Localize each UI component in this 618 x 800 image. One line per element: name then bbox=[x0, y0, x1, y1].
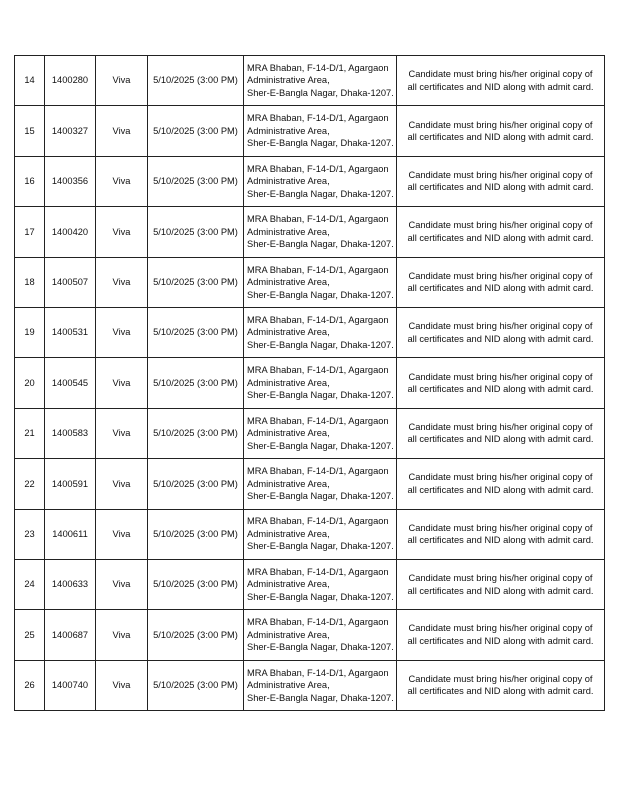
date-time-cell: 5/10/2025 (3:00 PM) bbox=[148, 156, 244, 206]
remarks-cell: Candidate must bring his/her original copy of all certificates and NID along with admit card. bbox=[397, 559, 605, 609]
venue-cell bbox=[244, 307, 397, 357]
date-time-cell: 5/10/2025 (3:00 PM) bbox=[148, 408, 244, 458]
exam-type-cell: Viva bbox=[96, 207, 148, 257]
serial-cell: 15 bbox=[15, 106, 45, 156]
venue-line: MRA Bhaban, F-14-D/1, Agargaon bbox=[247, 667, 389, 678]
venue-line: Administrative Area, bbox=[247, 579, 330, 590]
venue-line: MRA Bhaban, F-14-D/1, Agargaon bbox=[247, 466, 389, 477]
venue-line: Sher-E-Bangla Nagar, Dhaka-1207. bbox=[247, 541, 394, 552]
venue-line: Sher-E-Bangla Nagar, Dhaka-1207. bbox=[247, 138, 394, 149]
serial-cell: 17 bbox=[15, 207, 45, 257]
roll-number-cell: 1400611 bbox=[45, 509, 96, 559]
venue-cell bbox=[244, 56, 397, 106]
date-time-cell: 5/10/2025 (3:00 PM) bbox=[148, 207, 244, 257]
venue-line: Administrative Area, bbox=[247, 176, 330, 187]
venue-line: Administrative Area, bbox=[247, 277, 330, 287]
venue-line: Administrative Area, bbox=[247, 680, 330, 691]
table-row bbox=[15, 559, 605, 609]
venue-line: MRA Bhaban, F-14-D/1, Agargaon bbox=[247, 415, 389, 426]
venue-line: MRA Bhaban, F-14-D/1, Agargaon bbox=[247, 214, 389, 225]
remarks-cell: Candidate must bring his/her original copy of all certificates and NID along with admit card. bbox=[397, 660, 605, 710]
serial-cell: 22 bbox=[15, 459, 45, 509]
exam-type-cell: Viva bbox=[96, 459, 148, 509]
venue-cell bbox=[244, 660, 397, 710]
venue-line: Sher-E-Bangla Nagar, Dhaka-1207. bbox=[247, 188, 394, 199]
remarks-cell: Candidate must bring his/her original copy of all certificates and NID along with admit card. bbox=[397, 156, 605, 206]
serial-cell: 20 bbox=[15, 358, 45, 408]
venue-line: Sher-E-Bangla Nagar, Dhaka-1207. bbox=[247, 642, 394, 653]
table-row bbox=[15, 106, 605, 156]
remarks-cell: Candidate must bring his/her original copy of all certificates and NID along with admit card. bbox=[397, 459, 605, 509]
venue-line: MRA Bhaban, F-14-D/1, Agargaon bbox=[247, 314, 389, 325]
serial-cell: 18 bbox=[15, 257, 45, 307]
exam-type-cell: Viva bbox=[96, 307, 148, 357]
table-row bbox=[15, 257, 605, 307]
serial-cell: 14 bbox=[15, 56, 45, 106]
viva-schedule-table bbox=[14, 55, 605, 711]
exam-type-cell: Viva bbox=[96, 559, 148, 609]
venue-line: Administrative Area, bbox=[247, 75, 330, 86]
remarks-cell: Candidate must bring his/her original copy of all certificates and NID along with admit card. bbox=[397, 56, 605, 106]
venue-line: MRA Bhaban, F-14-D/1, Agargaon bbox=[247, 62, 389, 73]
roll-number-cell: 1400420 bbox=[45, 207, 96, 257]
table-row bbox=[15, 156, 605, 206]
venue-line: Administrative Area, bbox=[247, 478, 330, 489]
roll-number-cell: 1400356 bbox=[45, 156, 96, 206]
date-time-cell: 5/10/2025 (3:00 PM) bbox=[148, 660, 244, 710]
remarks-cell: Candidate must bring his/her original copy of all certificates and NID along with admit card. bbox=[397, 408, 605, 458]
venue-cell bbox=[244, 408, 397, 458]
venue-cell bbox=[244, 559, 397, 609]
exam-type-cell: Viva bbox=[96, 610, 148, 660]
venue-line: Sher-E-Bangla Nagar, Dhaka-1207. bbox=[247, 339, 394, 350]
roll-number-cell: 1400531 bbox=[45, 307, 96, 357]
venue-line: MRA Bhaban, F-14-D/1, Agargaon bbox=[247, 516, 389, 527]
roll-number-cell: 1400687 bbox=[45, 610, 96, 660]
date-time-cell: 5/10/2025 (3:00 PM) bbox=[148, 459, 244, 509]
date-time-cell: 5/10/2025 (3:00 PM) bbox=[148, 358, 244, 408]
venue-line: Sher-E-Bangla Nagar, Dhaka-1207. bbox=[247, 591, 394, 602]
schedule-body bbox=[15, 56, 605, 711]
venue-line: MRA Bhaban, F-14-D/1, Agargaon bbox=[247, 617, 389, 628]
serial-cell: 25 bbox=[15, 610, 45, 660]
venue-line: Sher-E-Bangla Nagar, Dhaka-1207. bbox=[247, 289, 394, 300]
venue-line: MRA Bhaban, F-14-D/1, Agargaon bbox=[247, 365, 389, 376]
venue-line: Administrative Area, bbox=[247, 428, 330, 439]
roll-number-cell: 1400740 bbox=[45, 660, 96, 710]
venue-line: Sher-E-Bangla Nagar, Dhaka-1207. bbox=[247, 491, 394, 502]
venue-cell bbox=[244, 207, 397, 257]
serial-cell: 21 bbox=[15, 408, 45, 458]
venue-cell bbox=[244, 610, 397, 660]
date-time-cell: 5/10/2025 (3:00 PM) bbox=[148, 56, 244, 106]
date-time-cell: 5/10/2025 (3:00 PM) bbox=[148, 610, 244, 660]
venue-line: MRA Bhaban, F-14-D/1, Agargaon bbox=[247, 113, 389, 124]
venue-cell bbox=[244, 509, 397, 559]
serial-cell: 24 bbox=[15, 559, 45, 609]
venue-line: Sher-E-Bangla Nagar, Dhaka-1207. bbox=[247, 440, 394, 451]
table-row bbox=[15, 509, 605, 559]
remarks-cell: Candidate must bring his/her original copy of all certificates and NID along with admit card. bbox=[397, 106, 605, 156]
venue-line: Sher-E-Bangla Nagar, Dhaka-1207. bbox=[247, 692, 394, 703]
venue-line: Administrative Area, bbox=[247, 629, 330, 640]
date-time-cell: 5/10/2025 (3:00 PM) bbox=[148, 307, 244, 357]
serial-cell: 19 bbox=[15, 307, 45, 357]
venue-cell bbox=[244, 106, 397, 156]
date-time-cell: 5/10/2025 (3:00 PM) bbox=[148, 509, 244, 559]
remarks-cell: Candidate must bring his/her original copy of all certificates and NID along with admit card. bbox=[397, 509, 605, 559]
roll-number-cell: 1400633 bbox=[45, 559, 96, 609]
serial-cell: 23 bbox=[15, 509, 45, 559]
venue-line: MRA Bhaban, F-14-D/1, Agargaon bbox=[247, 163, 389, 174]
venue-line: Sher-E-Bangla Nagar, Dhaka-1207. bbox=[247, 87, 394, 98]
table-row bbox=[15, 358, 605, 408]
venue-line: MRA Bhaban, F-14-D/1, Agargaon bbox=[247, 264, 389, 275]
exam-type-cell: Viva bbox=[96, 106, 148, 156]
roll-number-cell: 1400507 bbox=[45, 257, 96, 307]
roll-number-cell: 1400583 bbox=[45, 408, 96, 458]
table-row bbox=[15, 660, 605, 710]
exam-type-cell: Viva bbox=[96, 509, 148, 559]
venue-line: Administrative Area, bbox=[247, 327, 330, 338]
venue-line: Sher-E-Bangla Nagar, Dhaka-1207. bbox=[247, 239, 394, 250]
roll-number-cell: 1400327 bbox=[45, 106, 96, 156]
table-row bbox=[15, 307, 605, 357]
roll-number-cell: 1400591 bbox=[45, 459, 96, 509]
exam-type-cell: Viva bbox=[96, 56, 148, 106]
roll-number-cell: 1400280 bbox=[45, 56, 96, 106]
remarks-cell: Candidate must bring his/her original copy of all certificates and NID along with admit card. bbox=[397, 257, 605, 307]
venue-cell bbox=[244, 459, 397, 509]
date-time-cell: 5/10/2025 (3:00 PM) bbox=[148, 559, 244, 609]
roll-number-cell: 1400545 bbox=[45, 358, 96, 408]
venue-cell bbox=[244, 358, 397, 408]
remarks-cell: Candidate must bring his/her original copy of all certificates and NID along with admit card. bbox=[397, 207, 605, 257]
remarks-cell: Candidate must bring his/her original copy of all certificates and NID along with admit card. bbox=[397, 307, 605, 357]
venue-cell bbox=[244, 156, 397, 206]
venue-line: Administrative Area, bbox=[247, 226, 330, 237]
remarks-cell: Candidate must bring his/her original copy of all certificates and NID along with admit card. bbox=[397, 358, 605, 408]
date-time-cell: 5/10/2025 (3:00 PM) bbox=[148, 106, 244, 156]
exam-type-cell: Viva bbox=[96, 358, 148, 408]
serial-cell: 26 bbox=[15, 660, 45, 710]
venue-line: Sher-E-Bangla Nagar, Dhaka-1207. bbox=[247, 390, 394, 401]
exam-type-cell: Viva bbox=[96, 257, 148, 307]
serial-cell: 16 bbox=[15, 156, 45, 206]
date-time-cell: 5/10/2025 (3:00 PM) bbox=[148, 257, 244, 307]
table-row bbox=[15, 207, 605, 257]
exam-type-cell: Viva bbox=[96, 156, 148, 206]
exam-type-cell: Viva bbox=[96, 408, 148, 458]
exam-type-cell: Viva bbox=[96, 660, 148, 710]
venue-line: Administrative Area, bbox=[247, 528, 330, 539]
venue-line: Administrative Area, bbox=[247, 377, 330, 388]
venue-line: Administrative Area, bbox=[247, 125, 330, 136]
table-row bbox=[15, 408, 605, 458]
venue-line: MRA Bhaban, F-14-D/1, Agargaon bbox=[247, 566, 389, 577]
venue-cell bbox=[244, 257, 397, 307]
remarks-cell: Candidate must bring his/her original copy of all certificates and NID along with admit card. bbox=[397, 610, 605, 660]
table-row bbox=[15, 459, 605, 509]
table-row bbox=[15, 56, 605, 106]
table-row bbox=[15, 610, 605, 660]
